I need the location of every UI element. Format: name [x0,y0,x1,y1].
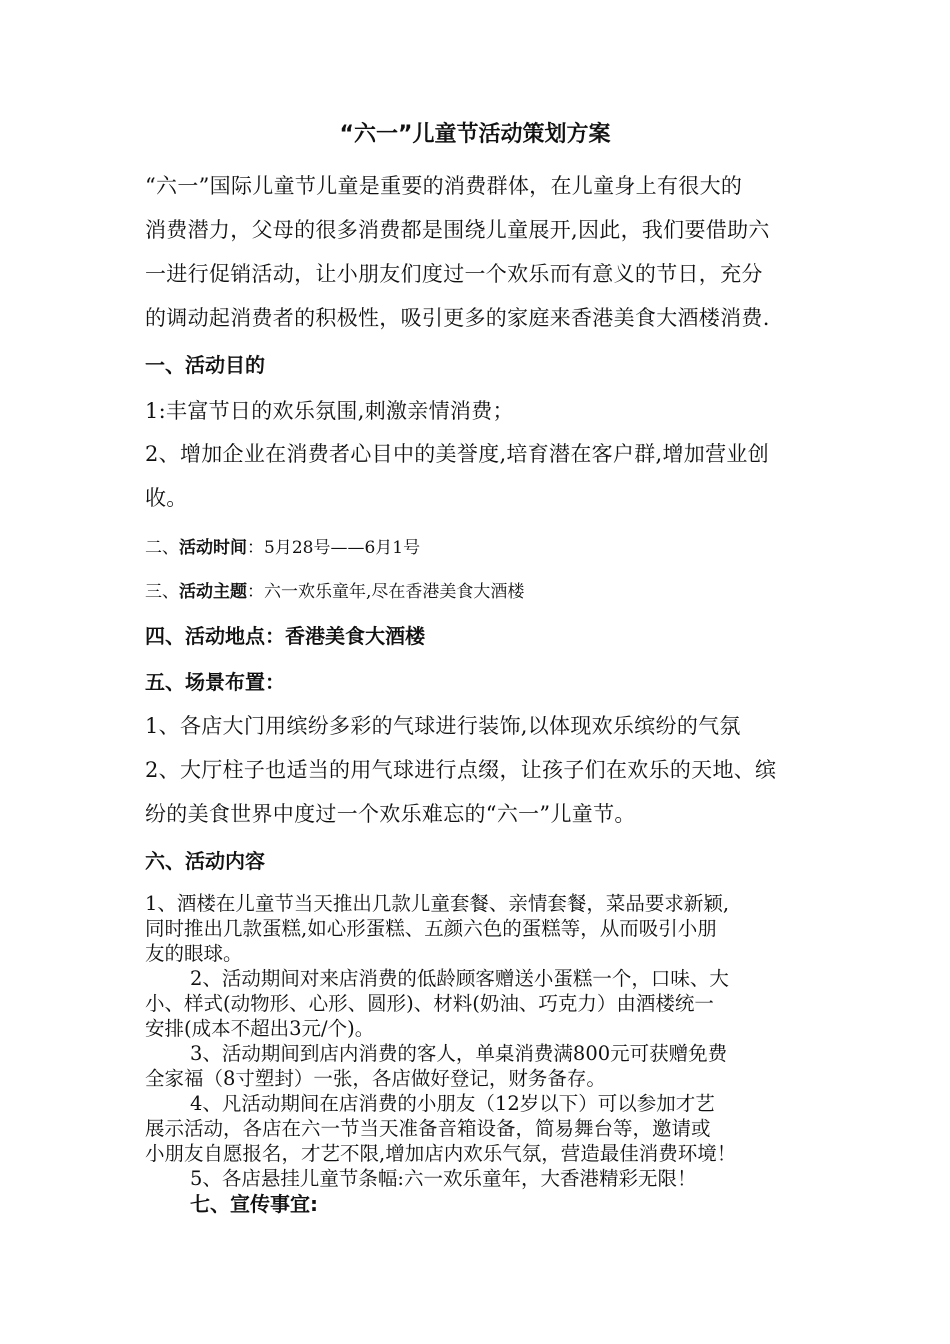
intro-line: 消费潜力，父母的很多消费都是围绕儿童展开,因此，我们要借助六 [145,218,770,242]
section1-item: 收。 [145,486,188,510]
section3-line [145,577,524,602]
section7-heading: 七、宣传事宜: [190,1192,318,1216]
section3-num: 三、 [145,582,179,602]
document-title: “六一”儿童节活动策划方案 [339,122,611,147]
section3-value: ：六一欢乐童年,尽在香港美食大酒楼 [247,582,525,602]
section2-num: 二、 [145,538,179,558]
section6-line: 2、活动期间对来店消费的低龄顾客赠送小蛋糕一个，口味、大 [190,967,729,990]
section5-heading: 五、场景布置： [145,670,285,694]
section1-heading: 一、活动目的 [145,353,265,377]
section6-heading: 六、活动内容 [145,849,265,873]
section1-item: 2、增加企业在消费者心目中的美誉度,培育潜在客户群,增加营业创 [145,442,770,466]
section6-line: 3、活动期间到店内消费的客人，单桌消费满800元可获赠免费 [190,1042,728,1065]
section6-line: 4、凡活动期间在店消费的小朋友（12岁以下）可以参加才艺 [190,1092,715,1115]
section6-line: 安排(成本不超出3元/个)。 [145,1017,375,1040]
intro-line: 的调动起消费者的积极性，吸引更多的家庭来香港美食大酒楼消费. [145,306,770,330]
section6-line: 同时推出几款蛋糕,如心形蛋糕、五颜六色的蛋糕等，从而吸引小朋 [145,917,717,940]
section1-item: 1:丰富节日的欢乐氛围,刺激亲情消费； [145,399,514,423]
section2-line [145,533,420,558]
section4-heading: 四、活动地点：香港美食大酒楼 [145,624,425,648]
section6-line: 小、样式(动物形、心形、圆形)、材料(奶油、巧克力）由酒楼统一 [145,992,714,1015]
section2-value: ：5月28号——6月1号 [247,538,421,558]
section2-label: 活动时间 [179,538,247,558]
section6-line: 1、酒楼在儿童节当天推出几款儿童套餐、亲情套餐，菜品要求新颖, [145,892,730,915]
intro-line: 一进行促销活动，让小朋友们度过一个欢乐而有意义的节日，充分 [145,262,763,286]
section6-line: 展示活动，各店在六一节当天准备音箱设备，简易舞台等，邀请或 [145,1117,711,1140]
section6-line: 友的眼球。 [145,942,243,965]
section6-line: 全家福（8寸塑封）一张，各店做好登记，财务备存。 [145,1067,606,1090]
intro-line: “六一”国际儿童节儿童是重要的消费群体，在儿童身上有很大的 [145,174,743,198]
section6-line: 5、各店悬挂儿童节条幅:六一欢乐童年，大香港精彩无限！ [190,1167,697,1190]
section6-line: 小朋友自愿报名，才艺不限,增加店内欢乐气氛，营造最佳消费环境！ [145,1142,737,1165]
section5-item: 纷的美食世界中度过一个欢乐难忘的“六一”儿童节。 [145,802,636,826]
section5-item: 2、大厅柱子也适当的用气球进行点缀，让孩子们在欢乐的天地、缤 [145,758,777,782]
section5-item: 1、各店大门用缤纷多彩的气球进行装饰,以体现欢乐缤纷的气氛 [145,714,741,738]
section3-label: 活动主题 [179,582,247,602]
